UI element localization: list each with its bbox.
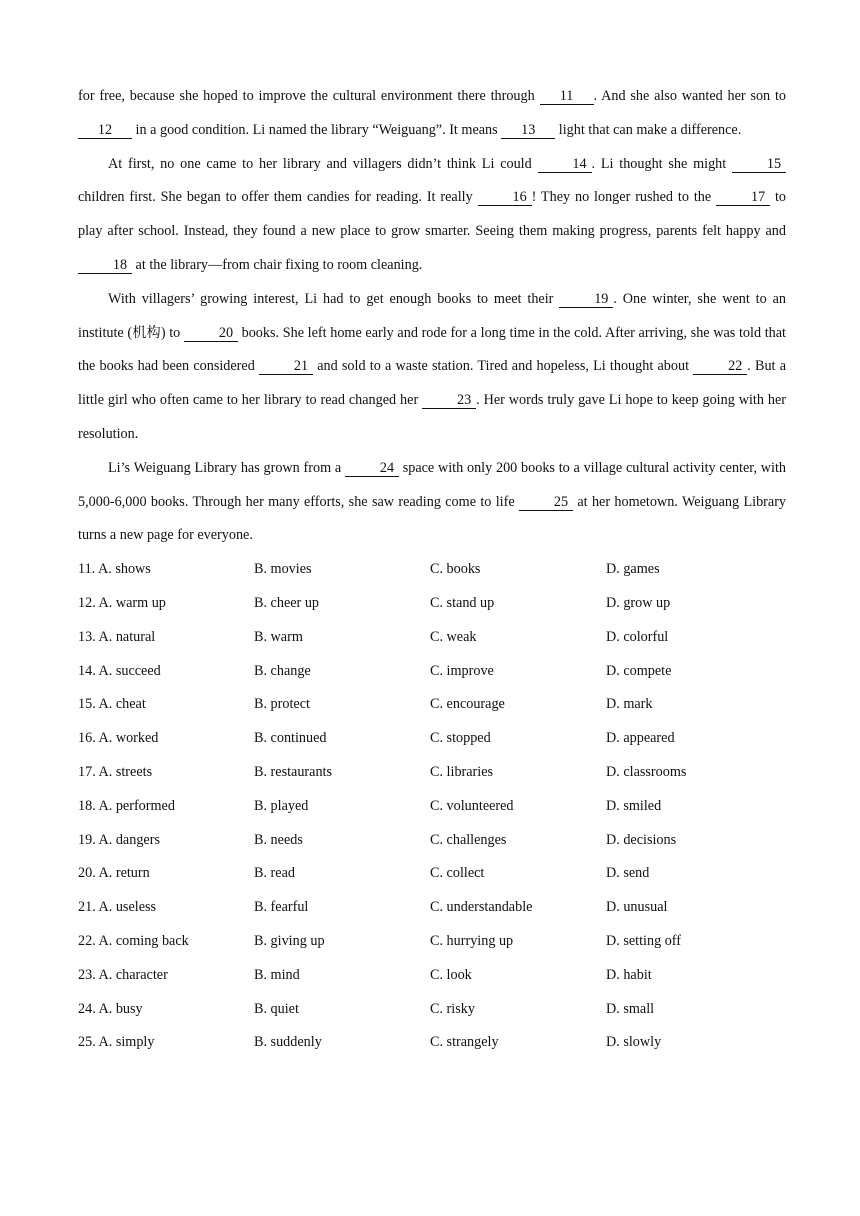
option-a-text: A. simply bbox=[98, 1034, 155, 1051]
question-number: 18. bbox=[78, 797, 96, 814]
option-d: D. appeared bbox=[606, 730, 675, 747]
option-a bbox=[78, 722, 254, 756]
option-d: D. unusual bbox=[606, 899, 668, 916]
passage-text: light that can make a difference. bbox=[555, 121, 742, 138]
option-a-text: A. coming back bbox=[98, 932, 189, 949]
blank-25: 25 bbox=[519, 494, 573, 511]
option-c: C. books bbox=[430, 561, 481, 578]
option-d: D. classrooms bbox=[606, 763, 687, 780]
option-a bbox=[78, 587, 254, 621]
option-a-text: A. cheat bbox=[98, 696, 146, 713]
option-c: C. improve bbox=[430, 662, 494, 679]
question-row bbox=[78, 925, 786, 959]
option-a-text: A. dangers bbox=[98, 831, 160, 848]
option-c: C. look bbox=[430, 966, 472, 983]
option-c: C. strangely bbox=[430, 1034, 499, 1051]
option-c: C. weak bbox=[430, 628, 477, 645]
option-a-text: A. streets bbox=[98, 763, 153, 780]
passage-text: for free, because she hoped to improve the cultural environment there through bbox=[78, 88, 540, 104]
question-row bbox=[78, 688, 786, 722]
option-b: B. movies bbox=[254, 561, 312, 578]
option-d: D. slowly bbox=[606, 1034, 662, 1051]
question-row bbox=[78, 959, 786, 993]
passage-text: space with only 200 books to a village cultural activity center, with 5,000-6,000 books. Through her many efforts, she saw reading come to life bbox=[78, 459, 786, 510]
passage-text: With villagers’ growing interest, Li had to get enough books to meet their bbox=[108, 290, 560, 307]
question-row bbox=[78, 891, 786, 925]
option-b: B. fearful bbox=[254, 899, 309, 916]
question-row bbox=[78, 857, 786, 891]
question-row bbox=[78, 722, 786, 756]
question-number: 14. bbox=[78, 662, 96, 679]
option-d: D. compete bbox=[606, 662, 672, 679]
blank-11: 11 bbox=[540, 88, 594, 105]
blank-13: 13 bbox=[501, 122, 555, 139]
passage-text: and sold to a waste station. Tired and hopeless, Li thought about bbox=[313, 358, 694, 375]
blank-19: 19 bbox=[559, 291, 613, 308]
option-b: B. protect bbox=[254, 696, 310, 713]
option-a bbox=[78, 959, 254, 993]
option-c: C. stopped bbox=[430, 730, 491, 747]
question-row bbox=[78, 621, 786, 655]
option-c: C. hurrying up bbox=[430, 932, 514, 949]
question-row bbox=[78, 1026, 786, 1060]
option-a bbox=[78, 621, 254, 655]
question-number: 23. bbox=[78, 966, 96, 983]
option-d: D. mark bbox=[606, 696, 653, 713]
option-b: B. cheer up bbox=[254, 594, 320, 611]
option-a bbox=[78, 790, 254, 824]
question-number: 21. bbox=[78, 899, 96, 916]
option-b: B. giving up bbox=[254, 932, 325, 949]
option-d: D. games bbox=[606, 561, 660, 578]
option-a bbox=[78, 553, 254, 587]
blank-20: 20 bbox=[184, 325, 238, 342]
option-d: D. send bbox=[606, 865, 650, 882]
blank-14: 14 bbox=[538, 156, 592, 173]
question-number: 12. bbox=[78, 594, 96, 611]
passage-text: At first, no one came to her library and villagers didn’t think Li could bbox=[108, 155, 538, 172]
option-a bbox=[78, 993, 254, 1027]
option-a-text: A. warm up bbox=[98, 594, 166, 611]
question-row bbox=[78, 790, 786, 824]
passage-text: ! They no longer rushed to the bbox=[531, 189, 717, 206]
option-d: D. decisions bbox=[606, 831, 677, 848]
option-d: D. smiled bbox=[606, 797, 662, 814]
option-a-text: A. performed bbox=[98, 797, 175, 814]
passage-text: to play after school. Instead, they found a new place to grow smarter. Seeing them making progress, parents felt happy and bbox=[78, 189, 786, 240]
question-row bbox=[78, 756, 786, 790]
passage-text: books. She left home early and rode for a long time in the cold. After arriving, she was told that the books had been considered bbox=[78, 324, 787, 375]
passage-text: . Li thought she might bbox=[591, 155, 733, 172]
option-d: D. colorful bbox=[606, 628, 669, 645]
option-a-text: A. succeed bbox=[98, 662, 161, 679]
question-number: 25. bbox=[78, 1034, 96, 1051]
blank-23: 23 bbox=[422, 392, 476, 409]
cloze-passage bbox=[78, 80, 786, 553]
option-a-text: A. useless bbox=[98, 899, 157, 916]
blank-12: 12 bbox=[78, 122, 132, 139]
blank-22: 22 bbox=[693, 358, 747, 375]
option-b: B. warm bbox=[254, 628, 303, 645]
option-a-text: A. natural bbox=[98, 628, 156, 645]
option-b: B. change bbox=[254, 662, 311, 679]
option-a bbox=[78, 655, 254, 689]
passage-paragraph bbox=[78, 283, 786, 452]
option-b: B. quiet bbox=[254, 1000, 299, 1017]
option-a bbox=[78, 891, 254, 925]
option-a bbox=[78, 925, 254, 959]
passage-text: Li’s Weiguang Library has grown from a bbox=[108, 459, 345, 476]
option-c: C. collect bbox=[430, 865, 485, 882]
question-number: 11. bbox=[78, 561, 96, 578]
option-a bbox=[78, 1026, 254, 1060]
option-b: B. mind bbox=[254, 966, 300, 983]
option-c: C. libraries bbox=[430, 763, 494, 780]
option-b: B. needs bbox=[254, 831, 303, 848]
passage-text: in a good condition. Li named the library “Weiguang”. It means bbox=[132, 121, 502, 138]
passage-text: children first. She began to offer them candies for reading. It really bbox=[78, 189, 478, 206]
blank-16: 16 bbox=[478, 189, 532, 206]
passage-text: . One winter, she went to an institute (机构) to bbox=[78, 290, 786, 341]
option-d: D. habit bbox=[606, 966, 652, 983]
passage-text: at the library—from chair fixing to room cleaning. bbox=[132, 256, 423, 273]
option-c: C. risky bbox=[430, 1000, 475, 1017]
option-a-text: A. character bbox=[98, 966, 168, 983]
question-number: 22. bbox=[78, 932, 96, 949]
option-d: D. grow up bbox=[606, 594, 671, 611]
option-a-text: A. return bbox=[98, 865, 150, 882]
question-number: 20. bbox=[78, 865, 96, 882]
question-number: 17. bbox=[78, 763, 96, 780]
question-number: 24. bbox=[78, 1000, 96, 1017]
blank-18: 18 bbox=[78, 257, 132, 274]
option-a bbox=[78, 688, 254, 722]
question-row bbox=[78, 824, 786, 858]
passage-text: . Her words truly gave Li hope to keep going with her resolution. bbox=[78, 392, 786, 442]
option-a-text: A. worked bbox=[98, 730, 159, 747]
option-d: D. setting off bbox=[606, 932, 682, 949]
passage-paragraph bbox=[78, 148, 786, 283]
option-c: C. stand up bbox=[430, 594, 495, 611]
option-b: B. read bbox=[254, 865, 295, 882]
passage-paragraph bbox=[78, 452, 786, 553]
question-number: 16. bbox=[78, 730, 96, 747]
question-row bbox=[78, 655, 786, 689]
answer-options bbox=[78, 553, 786, 1060]
option-c: C. understandable bbox=[430, 899, 533, 916]
document-page bbox=[78, 80, 786, 1060]
blank-17: 17 bbox=[716, 189, 770, 206]
question-number: 15. bbox=[78, 696, 96, 713]
option-b: B. suddenly bbox=[254, 1034, 322, 1051]
blank-21: 21 bbox=[259, 358, 313, 375]
option-a-text: A. busy bbox=[98, 1000, 143, 1017]
option-a bbox=[78, 824, 254, 858]
option-c: C. volunteered bbox=[430, 797, 514, 814]
option-a-text: A. shows bbox=[97, 561, 151, 578]
passage-text: . But a little girl who often came to her library to read changed her bbox=[78, 358, 786, 409]
option-c: C. encourage bbox=[430, 696, 505, 713]
passage-paragraph bbox=[78, 80, 786, 148]
question-row bbox=[78, 587, 786, 621]
option-a bbox=[78, 857, 254, 891]
option-b: B. restaurants bbox=[254, 763, 333, 780]
blank-15: 15 bbox=[732, 156, 786, 173]
question-number: 13. bbox=[78, 628, 96, 645]
question-row bbox=[78, 553, 786, 587]
option-d: D. small bbox=[606, 1000, 655, 1017]
passage-text: at her hometown. Weiguang Library turns a new page for everyone. bbox=[78, 493, 787, 544]
option-b: B. continued bbox=[254, 730, 327, 747]
passage-text: . And she also wanted her son to bbox=[593, 88, 786, 104]
question-row bbox=[78, 993, 786, 1027]
question-number: 19. bbox=[78, 831, 96, 848]
option-c: C. challenges bbox=[430, 831, 507, 848]
blank-24: 24 bbox=[345, 460, 399, 477]
option-b: B. played bbox=[254, 797, 309, 814]
option-a bbox=[78, 756, 254, 790]
